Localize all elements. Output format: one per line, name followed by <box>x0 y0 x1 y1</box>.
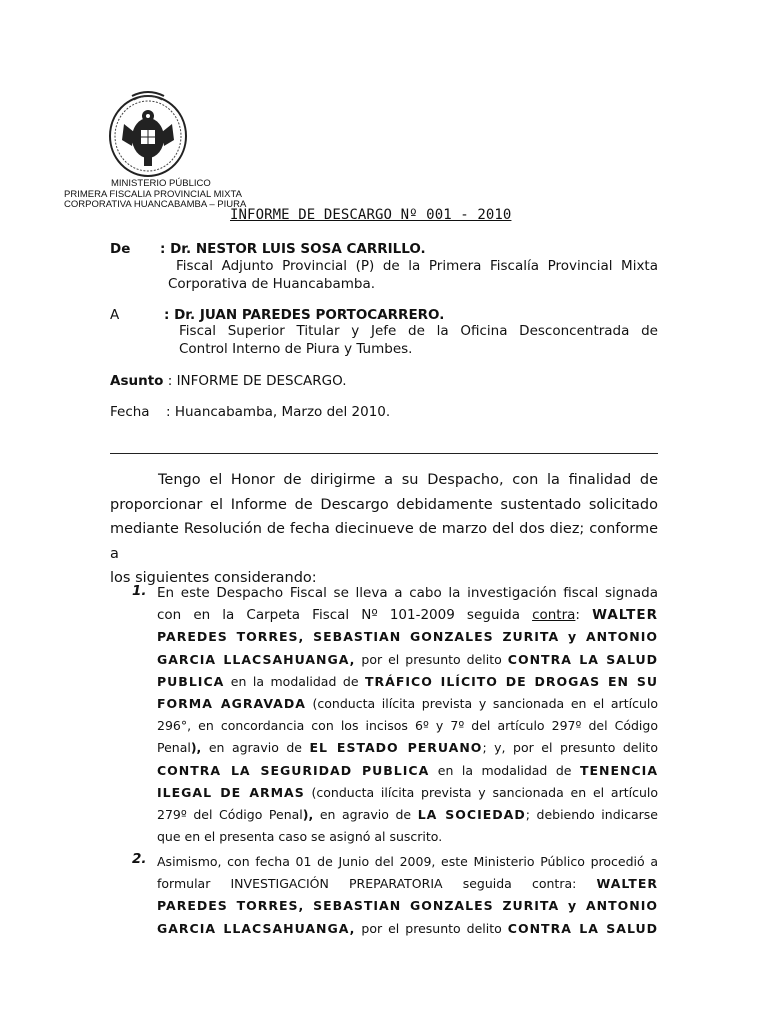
subject-value: INFORME DE DESCARGO <box>176 373 343 389</box>
from-label: De <box>110 241 131 257</box>
from-name: : Dr. NESTOR LUIS SOSA CARRILLO. <box>160 241 426 257</box>
date-label: Fecha <box>110 404 150 420</box>
document-title: INFORME DE DESCARGO Nº 001 - 2010 <box>230 207 512 223</box>
date-value: : Huancabamba, Marzo del 2010. <box>166 404 391 420</box>
from-position: Fiscal Adjunto Provincial (P) de la Primera Fiscalía Provincial Mixta <box>176 258 658 274</box>
to-position-line2: Control Interno de Piura y Tumbes. <box>179 341 413 357</box>
to-label: A <box>110 307 120 323</box>
separator-line <box>110 453 658 454</box>
intro-paragraph: Tengo el Honor de dirigirme a su Despacho, con la finalidad de proporcionar el Informe de Descargo debidamente sustentado solicitado mediante Resolución de fecha diecinueve de marzo del dos diez; conforme a los siguientes considerando: <box>110 472 658 586</box>
institution-line: CORPORATIVA HUANCABAMBA – PIURA <box>64 199 247 210</box>
subject-label: Asunto <box>110 373 164 389</box>
item-2-body: Asimismo, con fecha 01 de Junio del 2009, este Ministerio Público procedió a formular INVESTIGACIÓN PREPARATORIA seguida contra: WALTER PAREDES TORRES, SEBASTIAN GONZALES ZURITA y ANTONIO GARCIA LLACSAHUANGA, por el presunto delito CONTRA LA SALUD <box>157 854 658 936</box>
subject-line: Asunto : INFORME DE DESCARGO. <box>110 373 347 389</box>
to-name: : Dr. JUAN PAREDES PORTOCARRERO. <box>164 307 445 323</box>
to-position: Fiscal Superior Titular y Jefe de la Oficina Desconcentrada de <box>179 323 658 339</box>
item-1-body: En este Despacho Fiscal se lleva a cabo la investigación fiscal signada con en la Carpeta Fiscal Nº 101-2009 seguida contra: WALTER PAREDES TORRES, SEBASTIAN GONZALES ZURITA y ANTONIO GARCIA LLACSAHUANGA, por el presunto delito CONTRA LA SALUD PUBLICA en la modalidad de TRÁFICO ILÍCITO DE DROGAS EN SU FORMA AGRAVADA (conducta ilícita prevista y sancionada en el artículo 296°, en concordancia con los incisos 6º y 7º del artículo 297º del Código Penal), en agravio de EL ESTADO PERUANO; y, por el presunto delito CONTRA LA SEGURIDAD PUBLICA en la modalidad de TENENCIA ILEGAL DE ARMAS (conducta ilícita prevista y sancionada en el artículo 279º del Código Penal), en agravio de LA SOCIEDAD; debiendo indicarse que en el presenta caso se asignó al suscrito. <box>157 585 658 845</box>
ministerio-publico-seal-icon <box>104 86 192 178</box>
institution-line: MINISTERIO PÚBLICO <box>111 178 211 189</box>
from-position-line2: Corporativa de Huancabamba. <box>168 276 376 292</box>
item-number: 2. <box>132 851 147 867</box>
institution-line: PRIMERA FISCALIA PROVINCIAL MIXTA <box>64 189 242 200</box>
item-number: 1. <box>132 583 147 599</box>
